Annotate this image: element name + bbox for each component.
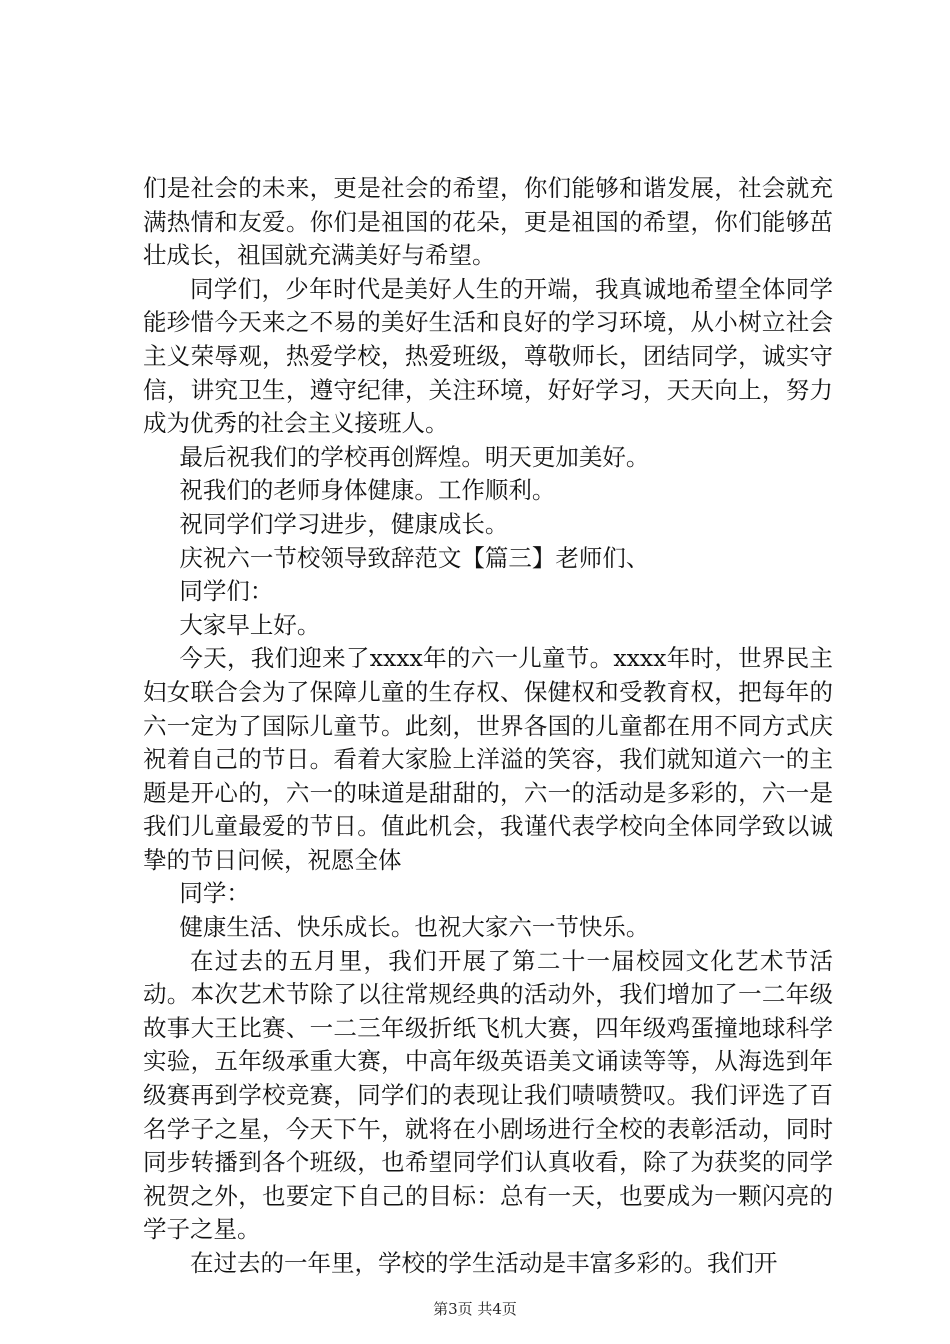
paragraph: 同学们，少年时代是美好人生的开端，我真诚地希望全体同学能珍惜今天来之不易的美好生活和良好的学习环境，从小树立社会主义荣辱观，热爱学校，热爱班级，尊敬师长，团结同学，诚实守信，讲究卫生，遵守纪律，关注环境，好好学习，天天向上，努力成为优秀的社会主义接班人。 (143, 274, 833, 438)
paragraph: 在过去的一年里，学校的学生活动是丰富多彩的。我们开 (190, 1249, 778, 1277)
page-number-footer: 第3页 共4页 (433, 1300, 517, 1318)
paragraph: 今天，我们迎来了xxxx年的六一儿童节。xxxx年时，世界民主妇女联合会为了保障儿童的生存权、保健权和受教育权，把每年的六一定为了国际儿童节。此刻，世界各国的儿童都在用不同方式庆祝着自己的节日。看着大家脸上洋溢的笑容，我们就知道六一的主题是开心的，六一的味道是甜甜的，六一的活动是多彩的，六一是我们儿童最爱的节日。值此机会，我谨代表学校向全体同学致以诚挚的节日问候，祝愿全体 (143, 644, 833, 874)
paragraph: 最后祝我们的学校再创辉煌。明天更加美好。 (179, 442, 650, 471)
paragraph: 庆祝六一节校领导致辞范文【篇三】老师们、 (179, 543, 650, 572)
paragraph: 同学： (179, 879, 250, 908)
paragraph: 大家早上好。 (179, 610, 321, 639)
paragraph: 健康生活、快乐成长。也祝大家六一节快乐。 (179, 913, 650, 942)
paragraph: 们是社会的未来，更是社会的希望，你们能够和谐发展，社会就充满热情和友爱。你们是祖国的花朵，更是祖国的希望，你们能够茁壮成长，祖国就充满美好与希望。 (143, 174, 833, 270)
paragraph: 在过去的五月里，我们开展了第二十一届校园文化艺术节活动。本次艺术节除了以往常规经典的活动外，我们增加了一二年级故事大王比赛、一二三年级折纸飞机大赛，四年级鸡蛋撞地球科学实验，五年级承重大赛，中高年级英语美文诵读等等，从海选到年级赛再到学校竞赛，同学们的表现让我们啧啧赞叹。我们评选了百名学子之星，今天下午，就将在小剧场进行全校的表彰活动，同时同步转播到各个班级，也希望同学们认真收看，除了为获奖的同学祝贺之外，也要定下自己的目标：总有一天，也要成为一颗闪亮的学子之星。 (143, 946, 833, 1244)
paragraph: 祝同学们学习进步，健康成长。 (179, 509, 509, 538)
document-body (143, 172, 833, 1281)
paragraph: 祝我们的老师身体健康。工作顺利。 (179, 476, 556, 505)
paragraph: 同学们： (179, 577, 274, 606)
